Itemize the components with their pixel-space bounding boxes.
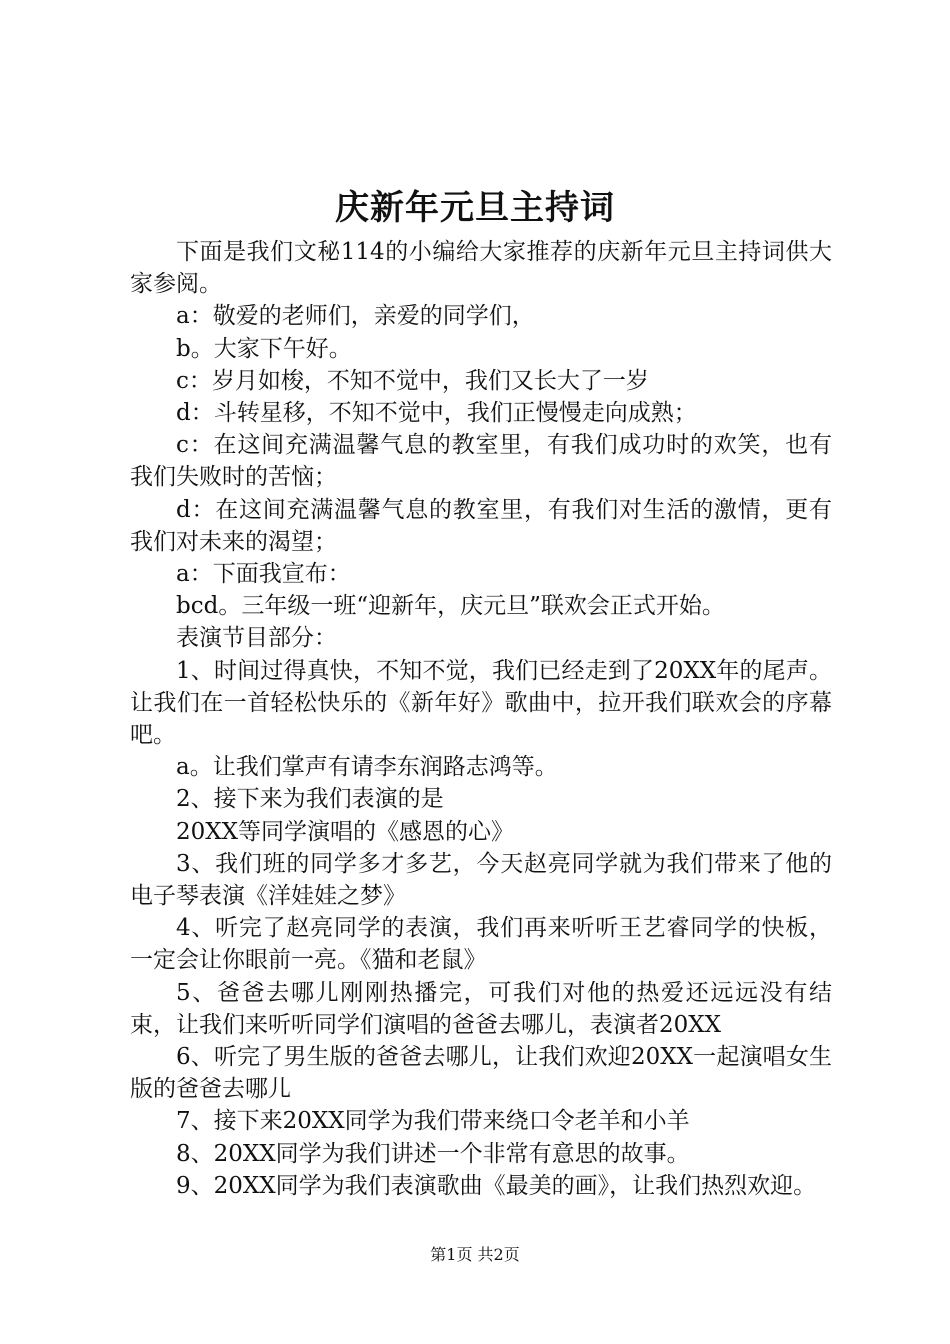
paragraph: a：敬爱的老师们，亲爱的同学们，	[176, 303, 535, 330]
paragraph: bcd。三年级一班“迎新年，庆元旦”联欢会正式开始。	[176, 593, 725, 620]
paragraph: d：斗转星移，不知不觉中，我们正慢慢走向成熟；	[176, 400, 697, 427]
paragraph: a。让我们掌声有请李东润路志鸿等。	[176, 754, 558, 781]
paragraph: 2、接下来为我们表演的是	[176, 786, 444, 813]
document-title: 庆新年元旦主持词	[335, 188, 615, 228]
paragraph: 7、接下来20XX同学为我们带来绕口令老羊和小羊	[176, 1108, 690, 1135]
paragraph: 3、我们班的同学多才多艺，今天赵亮同学就为我们带来了他的电子琴表演《洋娃娃之梦》	[130, 850, 832, 910]
paragraph: d：在这间充满温馨气息的教室里，有我们对生活的激情，更有我们对未来的渴望；	[130, 496, 832, 555]
paragraph: 9、20XX同学为我们表演歌曲《最美的画》，让我们热烈欢迎。	[176, 1172, 817, 1199]
document-body	[130, 236, 832, 1202]
paragraph: 20XX等同学演唱的《感恩的心》	[176, 818, 515, 845]
page-number-footer: 第1页 共2页	[430, 1245, 520, 1264]
paragraph: c：岁月如梭，不知不觉中，我们又长大了一岁	[176, 367, 649, 394]
paragraph: 6、听完了男生版的爸爸去哪儿，让我们欢迎20XX一起演唱女生版的爸爸去哪儿	[130, 1044, 832, 1103]
paragraph: 1、时间过得真快，不知不觉，我们已经走到了20XX年的尾声。让我们在一首轻松快乐的《新年好》歌曲中，拉开我们联欢会的序幕吧。	[130, 657, 832, 749]
paragraph: 5、爸爸去哪儿刚刚热播完，可我们对他的热爱还远远没有结束，让我们来听听同学们演唱的爸爸去哪儿，表演者20XX	[130, 979, 832, 1038]
paragraph: b。大家下午好。	[176, 335, 352, 362]
paragraph: 下面是我们文秘114的小编给大家推荐的庆新年元旦主持词供大家参阅。	[130, 239, 832, 298]
paragraph: 8、20XX同学为我们讲述一个非常有意思的故事。	[176, 1140, 690, 1167]
paragraph: 4、听完了赵亮同学的表演，我们再来听听王艺睿同学的快板，一定会让你眼前一亮。《猫和老鼠》	[130, 915, 832, 974]
paragraph: 表演节目部分：	[176, 625, 337, 652]
paragraph: a：下面我宣布：	[176, 561, 351, 588]
paragraph: c：在这间充满温馨气息的教室里，有我们成功时的欢笑，也有我们失败时的苦恼；	[130, 432, 832, 491]
